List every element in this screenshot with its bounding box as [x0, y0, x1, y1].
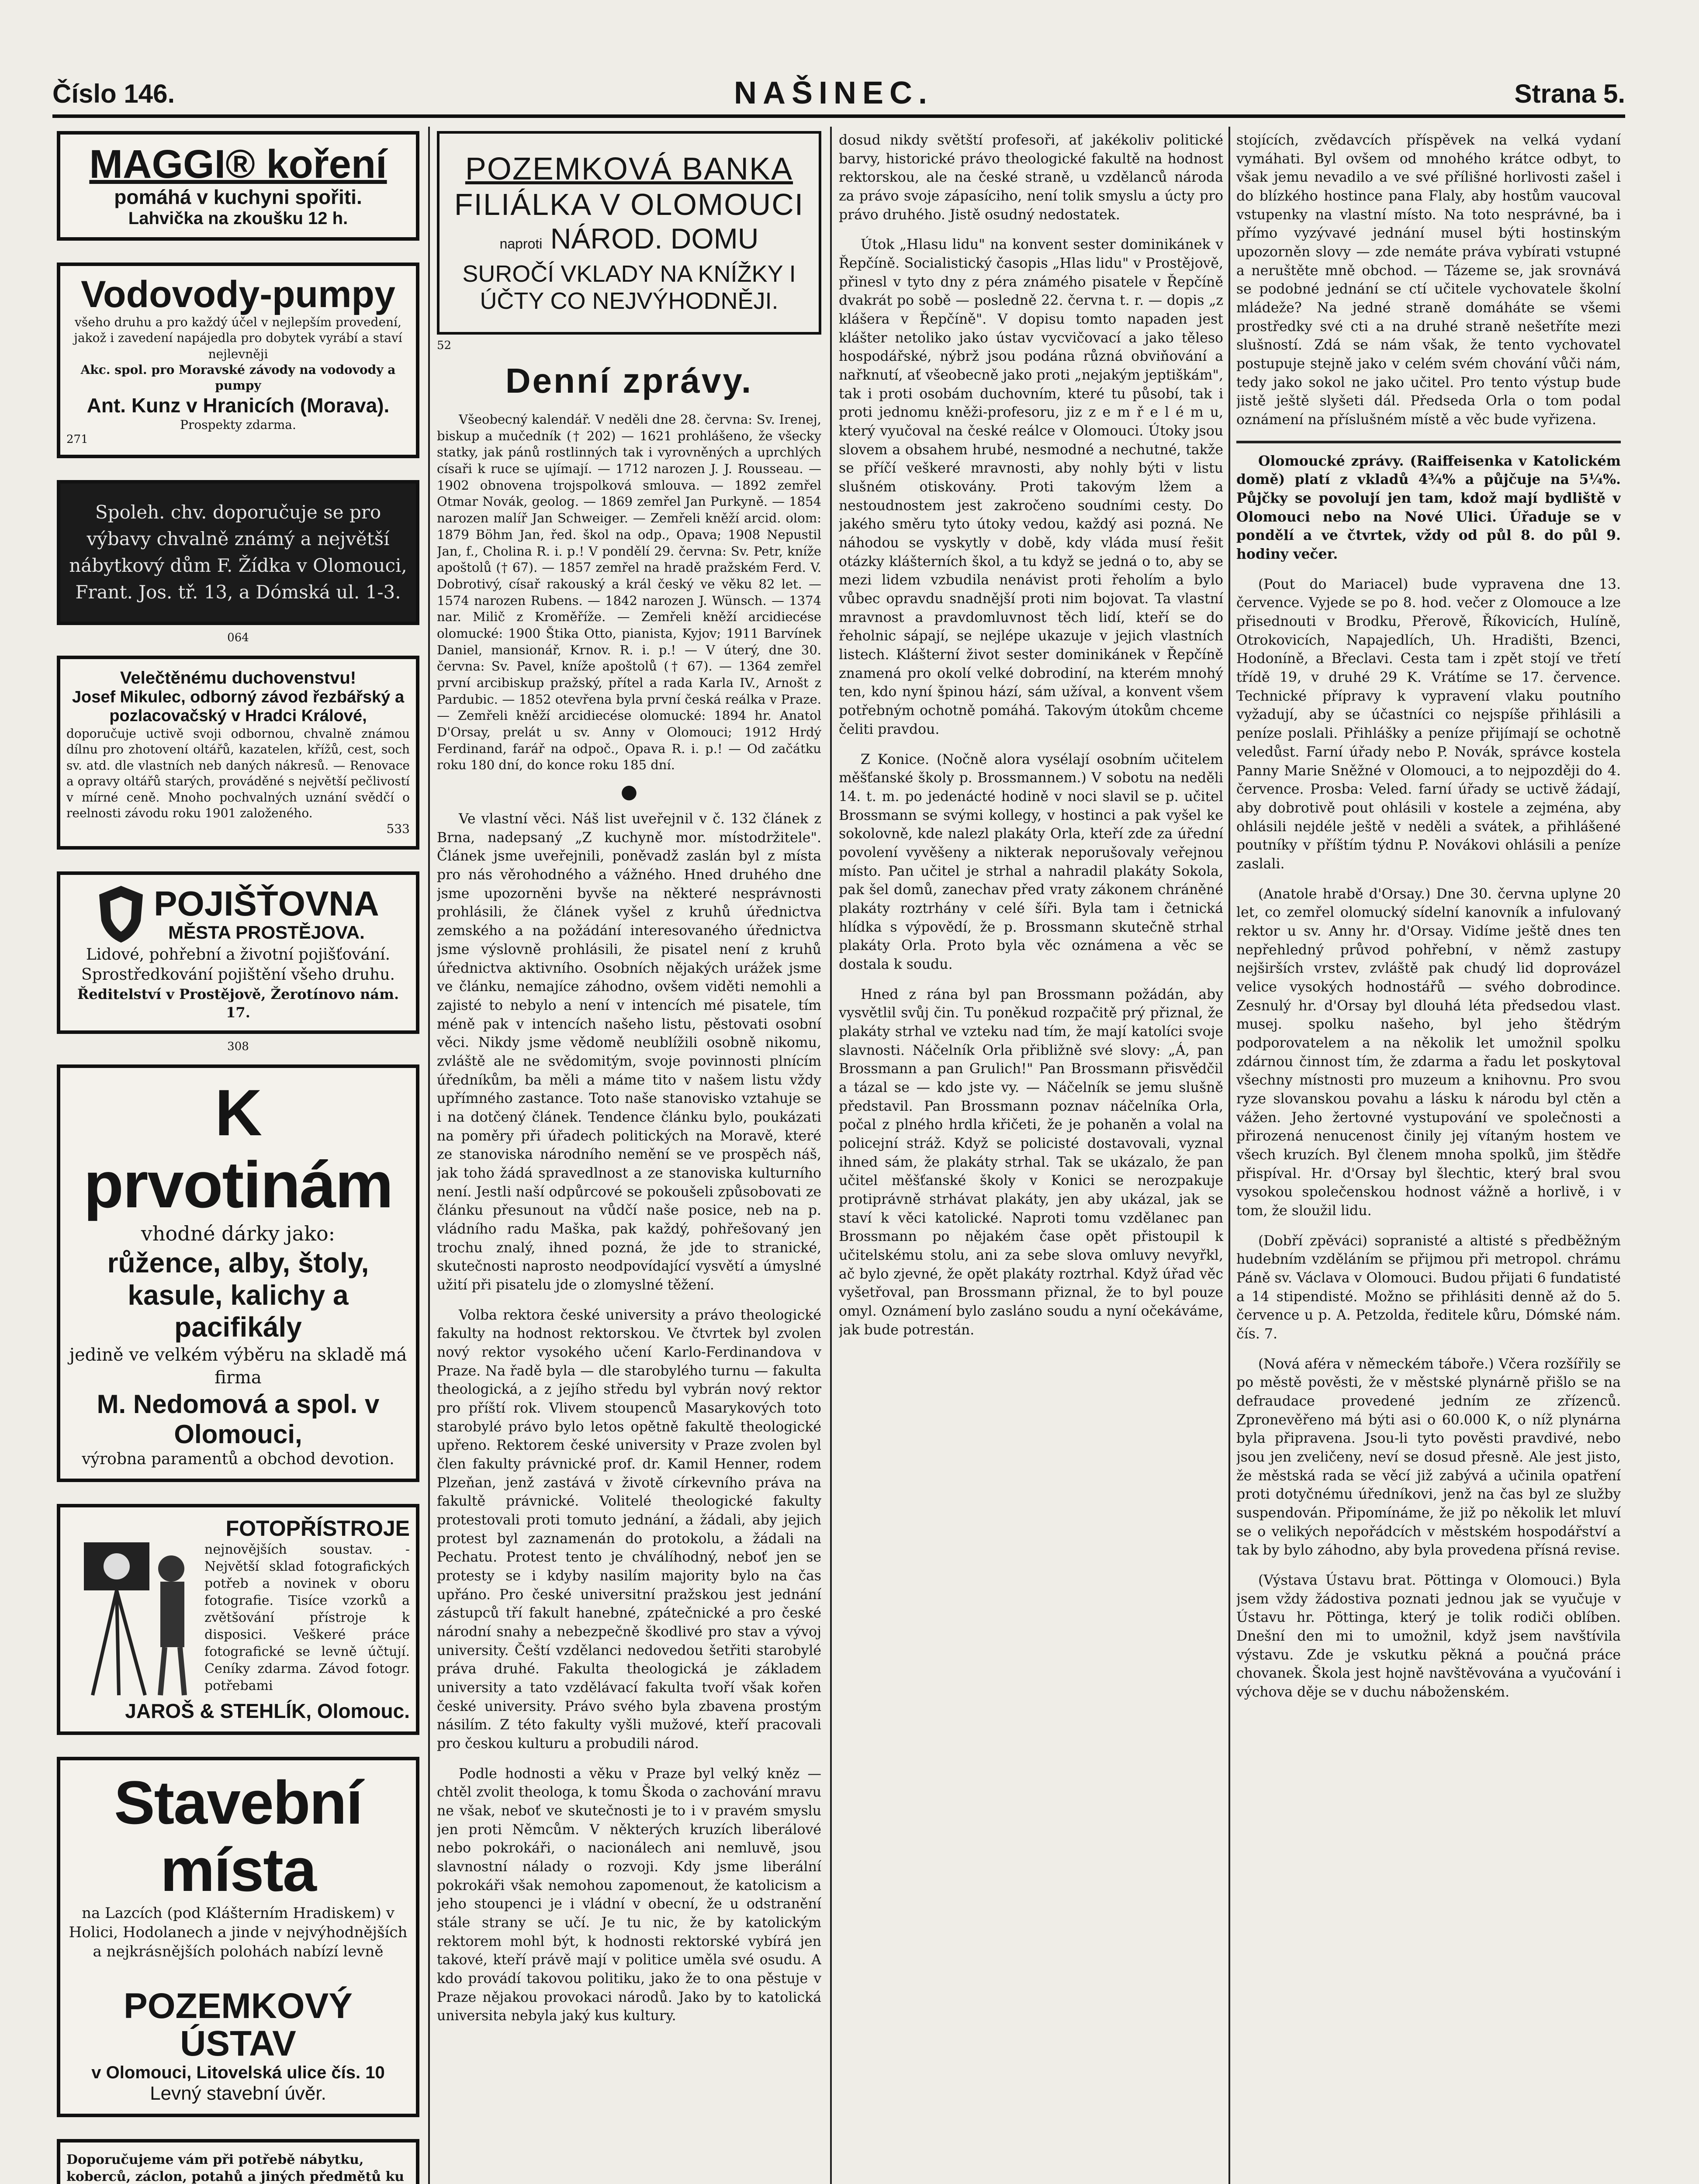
article-volba-rektora — [437, 1306, 821, 1753]
ad-prvotinam-firm: M. Nedomová a spol. v Olomouci, — [97, 1389, 380, 1449]
ad-trznice-text: Doporučujeme vám při potřebě nábytku, koberců, záclon, potahů a jiných předmětů ku — [66, 2152, 405, 2184]
ad-vodovody-title: Vodovody-pumpy — [81, 273, 395, 316]
ad-pozemkovy-l2: Levný stavební úvěr. — [150, 2083, 326, 2105]
article-text: (Výstava Ústavu brat. Pöttinga v Olomouci.) Byla jsem vždy žádostiva poznati jednou jak se vyučuje v Ústavu hr. Pöttinga, který je tolik rodiči oblíben. Dnešní den mi to umožnil, když jsem navštívila výstavu. Zde je vskutku pěkná a poučná práce chovanek. Škola jest hojně navštěvována a vyučování i výchova děje se v duchu náboženském. — [1236, 1572, 1621, 1700]
ad-foto — [57, 1504, 419, 1735]
article-text: Olomoucké zprávy. (Raiffeisenka v Katolickém domě) platí z vkladů 4¾% a půjčuje na 5¼%. Půjčky se povolují jen tam, kdož mají bydliště v Olomouci nebo na Nové Ulici. Úřaduje se v pondělí a ve čtvrtek, vždy od půl 8. do půl 9. hodiny večer. — [1236, 453, 1621, 563]
ad-vodovody-firm2: Ant. Kunz v Hranicích (Morava). — [87, 394, 390, 417]
article-text: Hned z rána byl pan Brossmann požádán, aby vysvětlil svůj čin. Tu poněkud rozpačitě prý přiznal, že plakáty strhal ve vzteku nad tím, že mají katolíci svoje slavnosti. Náčelník Orla přibližně své slovy: „Á, pan Brossmann a pan Grulich!" Pan Brossmann přisvědčil a tázal se — kdo jste vy. — Náčelník se jemu slušně představil. Pan Brossmann poznav náčelníka Orla, počal z plného hrdla křičeti, že je pohaněn a volal na policejní stráž. Když se policisté dostavovali, vyznal ihned sám, že plakáty strhal. Tak se ukázalo, že pan učitel měšťanské školy v Konici se nerozpakuje protiprávně strhávat plakáty, jen aby ukázal, jak se staví k věci katolické. Naproti tomu vzdělanec pan Brossmann po nějakém čase opět přistoupil k učitelskému stolu, ani za sebe slova omluvy nevyřkl, ač bylo zjevné, že opět plakáty roztrhal. Když úřad věc vyšetřoval, pan Brossmann přiznal, že to byl pouze omyl. Oznámení bylo zasláno soudu a nyní očekáváme, jak bude potrestán. — [839, 986, 1223, 1338]
separator-icon: ● — [620, 781, 638, 803]
ad-pozemkovy-title: POZEMKOVÝ ÚSTAV — [124, 1986, 353, 2064]
article-continuation — [1236, 131, 1621, 429]
article-text: Z Konice. (Nočně alora vysélají osobním učitelem měšťanské školy p. Brossmannem.) V sobotu na neděli 14. t. m. po jedenácté hodině v noci slavil se p. učitel Brossmann se svými kollegy, v hostinci a pak vyšel ke sokolovně, kde nalezl plakáty Orla, kteří zde za úřední povolení vyvěšeny a nikterak neporušovaly veřejnou místo. Pan učitel je strhal a nahradil plakáty Sokola, pak šel domů, zanechav před vraty zákonem chráněné plakáty roztrhány v celé šíři. Byla tam i četnická hlídka s výpovědí, že p. Brossmann skutečně strhal plakáty Orla. Proto byla věc oznámena a věc se dostala k soudu. — [839, 751, 1223, 972]
article-text: Ve vlastní věci. Náš list uveřejnil v č. 132 článek z Brna, nadepsaný „Z kuchyně mor. místodržitele". Článek jsme uveřejnili, poněvadž zaslán byl z místa pro nás věrohodného a vážného. Hned druhého dne jsme upozorněni byvše na některé nesprávnosti prohlásili, že článek vyšel z kruhů úřednictva zemského a na požádání interesovaného úřednictva jsme výslovně prohlásili, že pisatel není z kruhů úřednictva aktivního. Osobních nějakých urážek jsme ve článku, nemajíce záhodno, ovšem viděti nemohli a zajisté to nebylo a není v intencích mé pisatele, tím méně pak v intencích našeho listu, pěstovati osobní věci. Nikdy jsme vědomě neublížili osobně nikomu, zvláště ale ne svědomitým, svoje povinnosti plnícím úředníkům, ba měli a máme tito v našem listu vždy upřímného zastance. Toto naše stanovisko vztahuje se i na dotčený článek. Tendence článku bylo, poukázati na poměry při úřadech politických na Moravě, které ze stanoviska národního nemění se ve prospěch náš, jak toho žádá spravedlnost a ze stanoviska kulturního není. Jestli naší odpůrcové se pokoušeli způsobovati ze článku přesunout na vůdčí naše posice, neb na p. vládního radu Maška, pak každý, pohřešovaný jen trochu znalý, ihned pozná, že jde to stranické, skutečnosti naprosto neodpovídající vysvětí a úmyslné užití při pisatelu jde o zlomyslné těžení. — [437, 811, 821, 1293]
bank-text: SUROČÍ VKLADY NA KNÍŽKY I ÚČTY CO NEJVÝHODNĚJI. — [462, 261, 796, 314]
article-vystava — [1236, 1571, 1621, 1702]
column-divider — [1228, 127, 1230, 2184]
article-text: stojících, zvědavcích příspěvek na velká vydaní vymáhati. Byl ovšem od mnohého krátce odbyt, to však jemu nevadilo a ve své přílišné horlivosti zašel i do blízkého hostince pana Flaly, aby hostům vaucoval vstupenky na vlastní místo. Na toto nesprávné, ba i přímo vyzývavé jednání musel býti hostinským upozorněn slovy — zde nemáte práva vybírati vstupné a neruštěte mně obchod. — Tázeme se, jak srovnává se podobné jednání se ctí učitele vychovatele školní mládeže? Na jedné straně domáháte se všemi prostředky své cti a na druhé straně nešetříte mezi slušností. Zdá se nám však, že tento vychovatel postupuje stejně jako v celém svém chování vůči nám, tedy jako sokol ne jako učitel. Pro tento výstup bude jistě ještě slyšeti dál. Předseda Orla o tom podal oznámení na příslušném místě a věc bude vyřizena. — [1236, 132, 1621, 428]
ad-vodovody-note: Prospekty zdarma. — [180, 417, 296, 432]
bank-subtitle: FILIÁLKA V OLOMOUCI — [454, 187, 804, 221]
ad-maggi-title: MAGGI® koření — [89, 142, 387, 187]
article-text: Podle hodnosti a věku v Praze byl velký kněz — chtěl zvolit theologa, k tomu Škoda o zachování mravu ne však, neboť ve skutečnosti je to i v pravém smyslu jen proti Němcům. V některých kruzích liberálové nebo pokrokáři, o nacionálech ani nemluvě, jsou slavnostní nálady o rozvoji. Kdy jsme liberální pokrokáři však nemohou zapomenout, že katolicism a jeho stoupenci je i vládní v obecní, že u odstranění stále strany se učí. Je tu nic, že by katolickým rektorem mohl být, k hodnosti rektorské vybírá jen takové, kteří právě mají v politice uměla své osudu. A kdo provádí takovou politiku, jako že to ona pěstuje v Praze nějakou provokaci národů. Jako by to katolická universita nebyla jaký kus kultury. — [437, 1766, 821, 2024]
article-afera — [1236, 1355, 1621, 1560]
issue-number: Číslo 146. — [52, 79, 175, 108]
ad-stavebni-title: Stavební místa — [114, 1768, 362, 1904]
ad-stavebni — [57, 1757, 419, 2117]
page-number: Strana 5. — [1514, 79, 1625, 108]
article-text: (Nová aféra v německém táboře.) Včera rozšířily se po městě pověsti, že v městské plynárně přišlo se na defraudace provedené jedním ze zřízenců. Zpronevěřeno má býti asi o 60.000 K, o níž plynárna byla připravena. Jsou-li tyto pověsti pravdivé, nebo jsou jen zveličeny, neví se dosud přesně. Ale jest jisto, že městská rada se věcí již zabývá a učinila opatření proti dotyčnému úředníkovi, jenž na čas byl ze služby suspendován. Připomínáme, že již po několik let mluví se o velikých nepořádcích v městském hospodářství a tak by bylo záhodno, aby byla provedena přísná revise. — [1236, 1356, 1621, 1559]
ad-number: 308 — [227, 1040, 249, 1054]
ad-vodovody-text: všeho druhu a pro každý účel v nejlepším provedení, jakož i zavedení napájedla pro dobytek vyrábí a staví nejlevněji — [74, 314, 402, 361]
article-continued — [437, 1765, 821, 2025]
masthead: NAŠINEC. — [734, 76, 934, 111]
ad-zidka-text: Spoleh. chv. doporučuje se pro výbavy chvalně známý a největší nábytkový dům F. Žídka v Olomouci, Frant. Jos. tř. 13, a Dómská ul. 1-3. — [69, 501, 407, 603]
article-pout — [1236, 575, 1621, 874]
article-olomoucke-zpravy — [1236, 452, 1621, 564]
article-text: Útok „Hlasu lidu" na konvent sester dominikánek v Řepčíně. Socialistický časopis „Hlas lidu" v Prostějově, přinesl v tyto dny z péra známého pisatele v Řepčíně dvakrát po sobě — posledně 22. června t. r. — dopis „z klášera v Řepčíně". V dopisu tomto napaden jest klášter netoliko jako ústav vycvičovací a jako těleso hospodářské, nýbrž jsou podána různá obviňování a nařknutí, ať všeobecně jako proti „nejakým jeptiškám", tak i proti osobám duchovním, které tu působí, tak i proti jednomu kněži-profesoru, jiz z e m ř e l é m u, který vyučoval na české reálce v Olomouci. Útoky jsou slovem a obsahem hrubé, nesmodné a nechutné, takže se příčí veškeré mravnosti, aby nohly býti v listu slušném otiskovány. Proti takovým lžem a nestoudnostem jest zakročeno soudními cesty. Do jakého směru tyto útoky vedou, každý asi pozná. Ne náhodou se vyskytly v době, kdy vláda musí řešit otázky klášterních škol, a tu když se jedná o to, aby se mezi lidem vzbudila nenávist proti řeholím a bylo vůbec opravdu snadnější proti nim bojovat. Ta vlastní mravnost a pravdomluvnost těch lidí, kteří se do řeholnic sápají, se nejlépe ukazuje v jejich vlastních listech. Klášterní život sester dominikánek v Řepčíně znamená pro okolí velké dobrodiní, na kterém mnohý ten, kdo nyní špinou hází, sám užíval, a konvent všem potřebným ochotně pomáhá. Takovým útokům chceme čeliti pravdou. — [839, 237, 1223, 737]
ad-mikulec-head: Velečtěnému duchovenstvu! — [120, 668, 356, 688]
ad-vodovody-firm: Akc. spol. pro Moravské závody na vodovody a pumpy — [80, 362, 396, 393]
article-text: dosud nikdy světští profesoři, ať jakékoliv politické barvy, historické právo theologické fakultě na hodnost rektorskou, ale na české straně, u vzdělanců národa za právo svoje zápasíciho, není tolik smyslu a úcty pro právo druhého. Jistě osudný nedostatek. — [839, 132, 1223, 223]
ad-pozemkovy-l1: v Olomouci, Litovelská ulice čís. 10 — [91, 2063, 385, 2083]
ad-foto-firm: JAROŠ & STEHLÍK, Olomouc. — [125, 1699, 410, 1722]
ad-number: 52 — [437, 339, 452, 352]
news-column-3 — [1236, 131, 1621, 2184]
ads-column — [57, 131, 419, 2184]
article-text: (Anatole hrabě d'Orsay.) Dne 30. června uplyne 20 let, co zemřel olomucký sídelní kanovník a infulovaný rektor u sv. Anny hr. d'Orsay. Vidíme ještě dnes ten nepřehledný průvod pohřební, v němž zastupy nejširších vrstev, zvláště pak chudý lid doprovázel velice vysokých hodnostářů — svého dobrodince. Zesnulý hr. d'Orsay byl dlouhá léta předsedou vlast. musej. spolku našeho, byl jeho štědrým podporovatelem a na několik let umožnil spolku zdárnou činnost tím, že zdarma a řadu let poskytoval všechny místnosti pro muzeum a knihovnu. Pro svou ryze slovanskou povahu a lásku k národu byl ctěn a vážen. Jeho žertovné vystupování ve společnosti a přirozená nenucenost činily jej vítaným hostem ve všech kruzích. Byl členem mnoha spolků, jim štědře přispíval. Hr. d'Orsay byl šlechtic, který bral svou vysokou společenskou hodnost vážně a horlivě, i v tom, že sloužil lidu. — [1236, 886, 1621, 1219]
ad-maggi-line2: Lahvička na zkoušku 12 h. — [128, 209, 348, 228]
ad-foto-title: FOTOPŘÍSTROJE — [225, 1516, 410, 1541]
ad-prvotinam-l3: jedině ve velkém výběru na skladě má firma — [69, 1345, 407, 1388]
ad-maggi-line1: pomáhá v kuchyni spořiti. — [114, 185, 362, 208]
photographer-illustration-icon — [66, 1516, 197, 1700]
article-text: Volba rektora české university a právo theologické fakulty na hodnost rektorskou. Ve čtvrtek byl zvolen nový rektor vysokého učení Karlo-Ferdinandova v Praze. Na řadě byla — dle starobylého turnu — fakulta theologická, a z jejího středu byl vybrán nový rektor pro příští rok. Vlivem stoupenců Masarykových toto starobylé právo bylo letos opětně fakultě theologické upřeno. Rektorem české university v Praze zvolen byl člen fakulty právnické prof. dr. Kamil Henner, rodem Plzeňan, jenž zastává v životě církevního práva na fakultě právnické. Volitelé theologické fakulty protestovali proti tomuto jednání, a žádali, aby jejich protest byl zaznamenán do protokolu, a žádali na Pechatu. Protest tento je chválíhodný, neboť jen se protesty se i kdyby nasilím majority bylo na čas upřáno. Pro české universitní pražskou jest jednání zástupců tří fakult hanebné, zpátečnické a pro české národní snahy a nebezpečně škodlivé pro stav a vývoj university. Čeští vzdělanci nedovedou šetřiti starobylé práva druhé. Fakulta theologická je základem university a tato vzdělávací fakulta tvoří však kořen české university. Právo svého byla zbavena prostým násilím. Z této fakulty vyšli mužové, kteří pracovali pro českou kulturu a probudili národ. — [437, 1307, 821, 1752]
page-header — [52, 66, 1625, 114]
article-vlastni-veci — [437, 810, 821, 1294]
ad-pojistovna-title: POJIŠŤOVNA — [154, 884, 379, 923]
article-z-konice-2 — [839, 985, 1223, 1340]
ad-mikulec-text: doporučuje uctivě svoji odbornou, chvalně známou dílnu pro zhotovení oltářů, kazatelen, křížů, cest, soch sv. atd. dle vlastních neb daných nákresů. — Renovace a opravy oltářů starých, prováděné s největší pečlivostí v mírné ceně. Mnoho pochvalných uznání svědčí o reelnosti závodu roku 1901 založeného. — [66, 726, 410, 820]
article-text: (Dobří zpěváci) sopranisté a altisté s předběžným hudebním vzděláním se přijmou při metropol. chrámu Páně sv. Václava v Olomouci. Budou přijati 6 fundatisté a 14 stipendisté. Možno se přihlásiti denně až do 5. července u p. A. Petzolda, ředitele kůru, Dómské nám. čís. 7. — [1236, 1233, 1621, 1342]
ad-pojistovna-l2: Ředitelství v Prostějově, Žerotínovo nám. 17. — [77, 986, 399, 1021]
section-title: Denní zprávy. — [505, 361, 753, 400]
news-column-2 — [839, 131, 1223, 2184]
ad-maggi — [57, 131, 419, 241]
ad-pojistovna-l1: Lidové, pohřební a životní pojišťování. Sprostředkování pojištění všeho druhu. — [81, 945, 395, 984]
bank-naproti: naproti — [499, 236, 543, 252]
ad-vodovody — [57, 263, 419, 458]
article-hlas-lidu — [839, 235, 1223, 739]
ad-zidka — [57, 480, 419, 625]
ad-number: 533 — [386, 822, 410, 836]
ad-mikulec-title: Josef Mikulec, odborný závod řezbářský a pozlacovačský v Hradci Králové, — [72, 688, 405, 726]
article-text: (Pout do Mariacel) bude vypravena dne 13. července. Vyjede se po 8. hod. večer z Olomouce a lze přisednouti v Brodku, Přerově, Říkovicích, Hulíně, Otrokovicích, Napajedlích, Uh. Hradišti, Bzenci, Hodoníně, a Břeclavi. Cesta tam i zpět stojí ve třetí třídě 19, v druhé 29 K. Vrátíme se 17. července. Technické přípravy k vypravení vlaku poutního vyžadují, aby se účastníci co nejspíše přihlásili a peníze poslali. Přihlášky a peníze přijímají se ochotně veledůst. Farní úřady nebo P. Novák, správce kostela Panny Marie Sněžné v Olomouci, a to nejpozději do 4. července. Prosba: Veled. farní úřady se uctivě žádají, aby dobrotivě pout ohlásili v kostele a zejména, aby ohlásili nejdéle ještě v neděli a svátek, a přihlášené poutníky v příštím týdnu P. Novákovi ohlásili a peníze zaslali. — [1236, 576, 1621, 872]
article-continuation — [839, 131, 1223, 224]
ad-foto-text: nejnovějších soustav. - Největší sklad fotografických potřeb a novinek v oboru fotografie. Tisíce vzorků a zvětšování přístroje k disposici. Veškeré práce fotografické se levně účtují. Ceníky zdarma. Závod fotogr. potřebami — [204, 1542, 410, 1694]
shield-icon — [97, 884, 145, 945]
ad-prvotinam-l2: růžence, alby, štoly, kasule, kalichy a pacifikály — [107, 1247, 369, 1343]
ad-prvotinam-l4: výrobna paramentů a obchod devotion. — [82, 1450, 394, 1469]
divider — [1236, 441, 1621, 443]
article-orsay — [1236, 885, 1621, 1220]
ad-prvotinam-l1: vhodné dárky jako: — [141, 1222, 336, 1246]
ad-pojistovna — [57, 871, 419, 1034]
article-kalendar — [437, 411, 821, 774]
news-column-1 — [437, 131, 821, 2184]
column-divider — [830, 127, 832, 2184]
ad-stavebni-text: na Lazcích (pod Klášterním Hradiskem) v Holici, Hodolanech a jinde v nejvýhodnějších a nejkrásnějších polohách nabízí levně — [69, 1904, 408, 1961]
ad-number: 271 — [66, 433, 88, 446]
bank-title: POZEMKOVÁ BANKA — [465, 152, 793, 187]
ad-pojistovna-sub: MĚSTA PROSTĚJOVA. — [168, 922, 365, 943]
ad-trznice — [57, 2139, 419, 2184]
article-z-konice — [839, 750, 1223, 974]
ad-mikulec — [57, 656, 419, 850]
ad-pozemkova-banka — [437, 131, 821, 335]
ad-prvotinam — [57, 1064, 419, 1482]
ad-prvotinam-title: K prvotinám — [83, 1076, 393, 1222]
bank-location: NÁROD. DOMU — [550, 222, 759, 255]
article-text: Všeobecný kalendář. V neděli dne 28. června: Sv. Irenej, biskup a mučedník († 202) — 1621 prohlášeno, že všecky statky, jak pánů rostlinných tak i vyrovněných a uprchlých císaři k ruce se ujímají. — 1712 narozen J. J. Rousseau. — 1902 obnovena trojspolková smlouva. — 1892 zemřel Otmar Novák, geolog. — 1869 zemřel Jan Purkyně. — 1854 narozen malíř Jan Schweiger. — Zemřeli kněží arcid. olom: 1879 Böhm Jan, řed. škol na odp., Opava; 1908 Nepustil Jan, f., Cholina R. i. p.! V pondělí 29. června: Sv. Petr, kníže apoštolů († 67). — 1857 zemřel na hradě pražském Ferd. V. Dobrotivý, císař rakouský a král český ve věku 82 let. — 1574 narozen Rubens. — 1842 narozen J. Wünsch. — 1374 nar. Milič z Kroměříže. — Zemřeli kněží arcidiecése olomucké: 1900 Štika Otto, pianista, Kyjov; 1911 Barvínek Daniel, mansionář, Krnov. R. i. p.! — V úterý, dne 30. června: Sv. Pavel, kníže apoštolů († 67). — 1364 zemřel první arcibiskup pražský, přítel a rada Karla IV., Arnošt z Pardubic. — 1852 otevřena byla první česká reálka v Praze. — Zemřeli kněží arcidiecése olomucké: 1894 hr. Anatol D'Orsay, prelát u sv. Anny v Olomouci; 1912 Hrdý Ferdinand, farář na odpoč., Opava R. i. p.! — Od začátku roku 180 dní, do konce roku 185 dní. — [437, 412, 821, 773]
header-rule — [52, 114, 1625, 118]
column-divider — [428, 127, 430, 2184]
ad-number: 064 — [227, 631, 249, 644]
article-zpevaci — [1236, 1232, 1621, 1344]
